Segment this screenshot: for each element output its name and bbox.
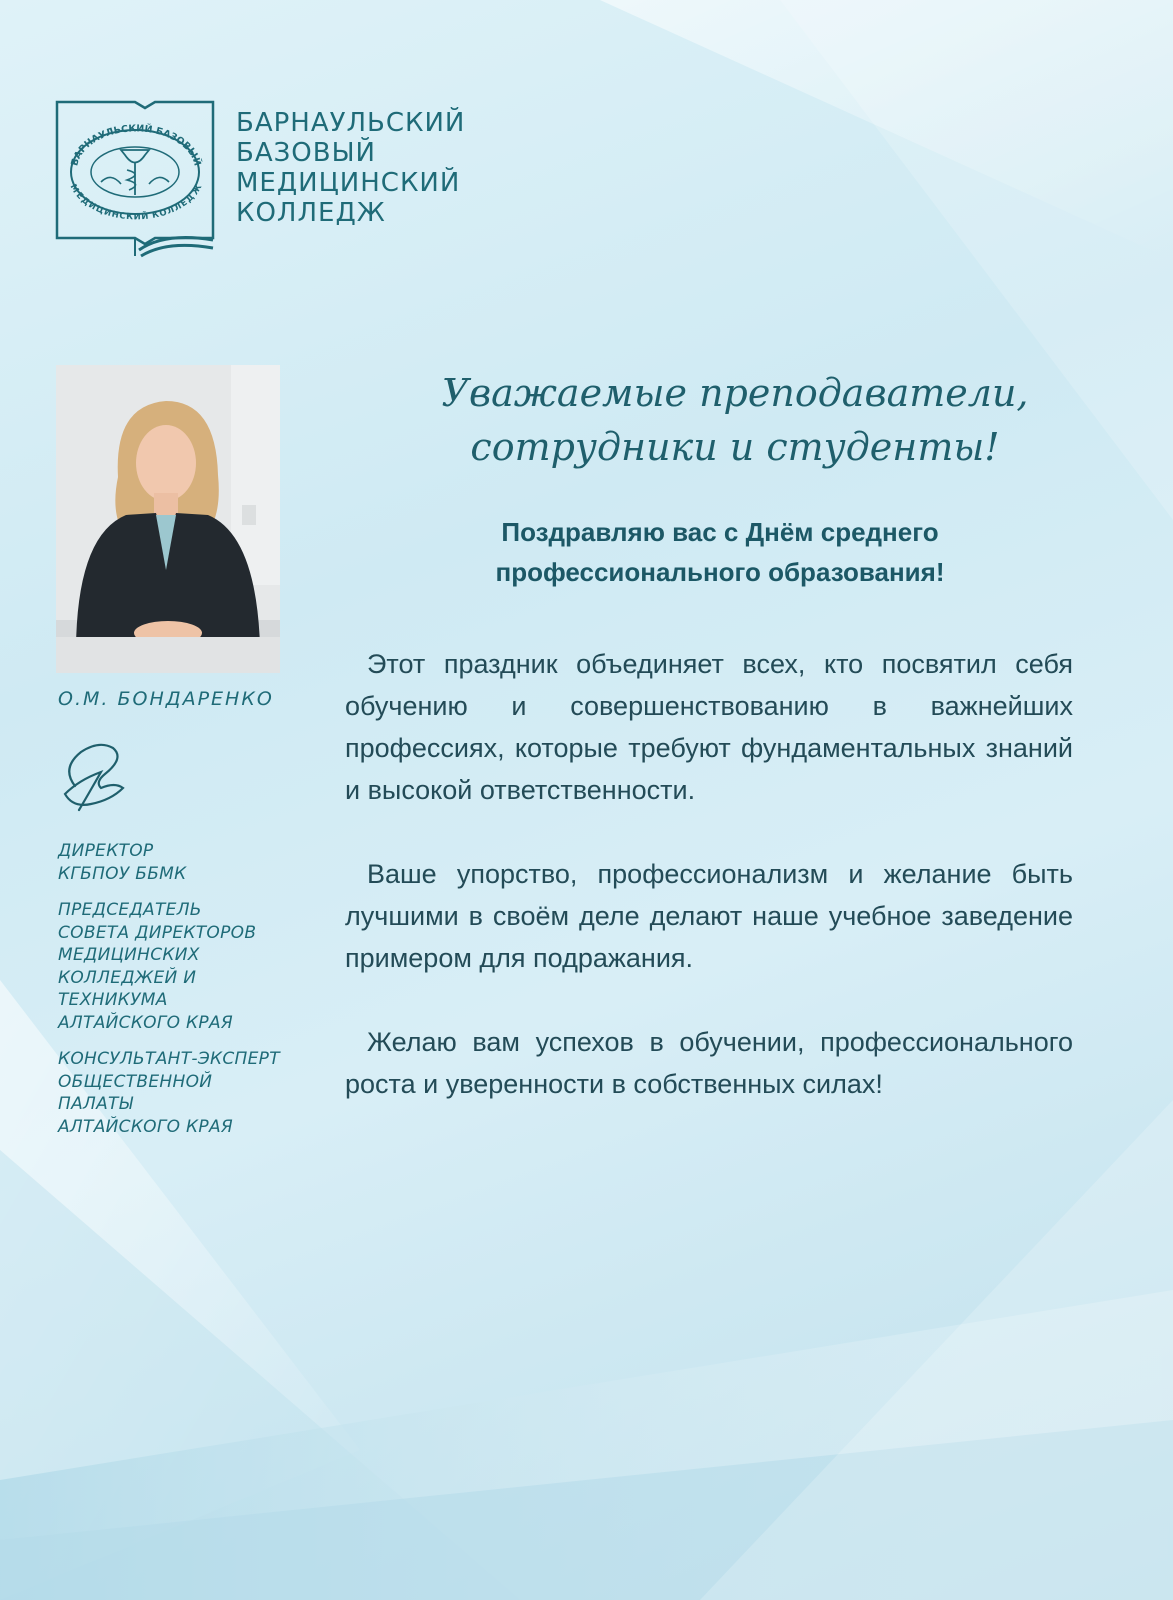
message-paragraph: Желаю вам успехов в обучении, профессионального роста и уверенности в собственных силах! xyxy=(345,1027,1073,1099)
message-body xyxy=(345,643,1073,1147)
director-name: О.М. БОНДАРЕНКО xyxy=(58,688,274,710)
role-block xyxy=(58,1048,318,1138)
role-line: СОВЕТА ДИРЕКТОРОВ xyxy=(58,922,257,943)
role-line: КОЛЛЕДЖЕЙ И xyxy=(58,967,197,988)
headline-line: Поздравляю вас с Днём среднего xyxy=(501,517,939,547)
role-line: АЛТАЙСКОГО КРАЯ xyxy=(58,1116,233,1137)
greeting-title xyxy=(425,366,1045,474)
role-line: ОБЩЕСТВЕННОЙ xyxy=(58,1071,213,1092)
role-line: КГБПОУ ББМК xyxy=(58,863,187,884)
college-name-line: МЕДИЦИНСКИЙ xyxy=(236,168,461,198)
college-name-line: БАРНАУЛЬСКИЙ xyxy=(236,108,466,138)
signature xyxy=(55,738,135,813)
director-portrait-photo xyxy=(56,365,280,673)
message-paragraph: Этот праздник объединяет всех, кто посвятил себя обучению и совершенствованию в важнейших профессиях, которые требуют фундаментальных знаний и высокой ответственности. xyxy=(345,649,1073,805)
svg-text:МЕДИЦИНСКИЙ КОЛЛЕДЖ xyxy=(68,182,205,222)
logo-ring-bottom: МЕДИЦИНСКИЙ КОЛЛЕДЖ xyxy=(67,182,205,223)
greeting-line: сотрудники и студенты! xyxy=(470,425,1000,469)
role-line: КОНСУЛЬТАНТ-ЭКСПЕРТ xyxy=(58,1049,280,1069)
svg-text:БАРНАУЛЬСКИЙ БАЗОВЫЙ xyxy=(69,123,203,168)
role-line: ПАЛАТЫ xyxy=(58,1094,133,1114)
role-line: ПРЕДСЕДАТЕЛЬ xyxy=(58,900,202,920)
role-block xyxy=(58,840,318,885)
greeting-line: Уважаемые преподаватели, xyxy=(441,371,1029,415)
role-line: МЕДИЦИНСКИХ xyxy=(58,945,200,965)
college-name-line: БАЗОВЫЙ xyxy=(236,138,376,168)
message-paragraph: Ваше упорство, профессионализм и желание быть лучшими в своём деле делают наше учебное заведение примером для подражания. xyxy=(345,859,1073,973)
role-line: ТЕХНИКУМА xyxy=(58,990,168,1010)
college-name-line: КОЛЛЕДЖ xyxy=(236,198,386,228)
role-line: ДИРЕКТОР xyxy=(58,841,154,861)
role-block xyxy=(58,899,318,1034)
college-name xyxy=(236,108,465,228)
logo-ring-top: БАРНАУЛЬСКИЙ БАЗОВЫЙ xyxy=(69,123,203,168)
congratulation-headline xyxy=(410,512,1030,592)
college-logo xyxy=(55,100,220,260)
headline-line: профессионального образования! xyxy=(495,557,945,587)
role-line: АЛТАЙСКОГО КРАЯ xyxy=(58,1012,233,1033)
director-roles xyxy=(58,840,318,1152)
